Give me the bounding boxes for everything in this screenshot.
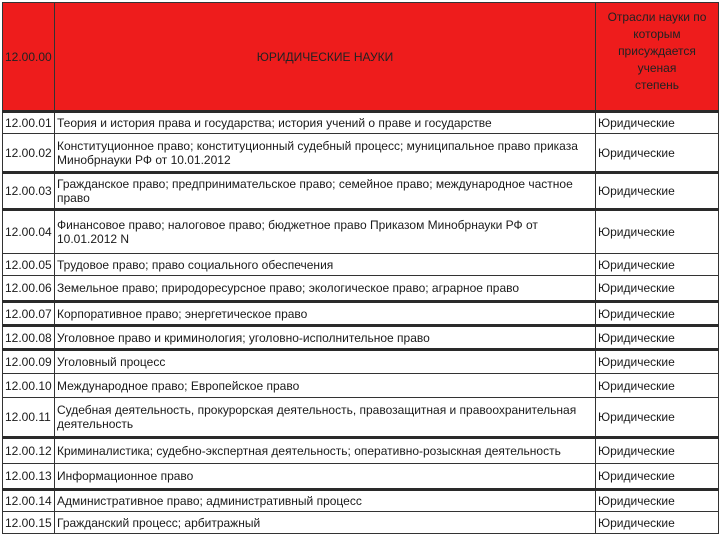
specialty-name: Криминалистика; судебно-экспертная деятельность; оперативно-розыскная деятельность (55, 438, 596, 464)
specialty-name: Уголовное право и криминология; уголовно-исполнительное право (55, 326, 596, 350)
specialty-code: 12.00.03 (3, 173, 55, 210)
specialty-name: Земельное право; природоресурсное право; экологическое право; аграрное право (55, 276, 596, 302)
header-branches-line: присуждается (618, 44, 696, 58)
specialty-code: 12.00.12 (3, 438, 55, 464)
header-branches-cell (596, 3, 719, 112)
specialty-name: Уголовный процесс (55, 350, 596, 374)
table-row (3, 254, 719, 276)
table-row (3, 398, 719, 438)
legal-sciences-table (2, 2, 719, 534)
specialty-name: Гражданское право; предпринимательское право; семейное право; международное частное право (55, 173, 596, 210)
science-branch: Юридические (596, 302, 719, 326)
science-branch: Юридические (596, 490, 719, 512)
science-branch: Юридические (596, 326, 719, 350)
header-code-cell: 12.00.00 (3, 3, 55, 112)
table-row (3, 374, 719, 398)
specialty-name: Конституционное право; конституционный судебный процесс; муниципальное право приказа Минобрнауки РФ от 10.01.2012 (55, 134, 596, 173)
specialty-code: 12.00.01 (3, 112, 55, 134)
specialty-code: 12.00.06 (3, 276, 55, 302)
specialty-code: 12.00.11 (3, 398, 55, 438)
table-row (3, 112, 719, 134)
table-row (3, 512, 719, 534)
table-row (3, 438, 719, 464)
science-branch: Юридические (596, 276, 719, 302)
header-branches-line: степень (634, 78, 680, 92)
table-row (3, 276, 719, 302)
specialty-code: 12.00.15 (3, 512, 55, 534)
header-title-cell: ЮРИДИЧЕСКИЕ НАУКИ (55, 3, 596, 112)
specialty-name: Гражданский процесс; арбитражный (55, 512, 596, 534)
table-row (3, 350, 719, 374)
header-branches-line: которым (633, 27, 681, 41)
specialty-name: Судебная деятельность, прокурорская деятельность, правозащитная и правоохранительная деятельность (55, 398, 596, 438)
science-branch: Юридические (596, 254, 719, 276)
specialty-name: Теория и история права и государства; история учений о праве и государстве (55, 112, 596, 134)
specialty-code: 12.00.09 (3, 350, 55, 374)
specialty-name: Международное право; Европейское право (55, 374, 596, 398)
specialty-code: 12.00.14 (3, 490, 55, 512)
specialty-code: 12.00.10 (3, 374, 55, 398)
science-branch: Юридические (596, 374, 719, 398)
sciences-table-container (2, 2, 718, 534)
science-branch: Юридические (596, 438, 719, 464)
science-branch: Юридические (596, 464, 719, 490)
specialty-code: 12.00.13 (3, 464, 55, 490)
science-branch: Юридические (596, 134, 719, 173)
specialty-code: 12.00.07 (3, 302, 55, 326)
specialty-name: Информационное право (55, 464, 596, 490)
science-branch: Юридические (596, 398, 719, 438)
specialty-name: Административное право; административный процесс (55, 490, 596, 512)
table-row (3, 134, 719, 173)
table-row (3, 210, 719, 254)
table-row (3, 464, 719, 490)
specialty-code: 12.00.02 (3, 134, 55, 173)
specialty-name: Финансовое право; налоговое право; бюджетное право Приказом Минобрнауки РФ от 10.01.2012 N (55, 210, 596, 254)
header-branches-line: Отрасли науки по (607, 10, 707, 24)
table-row (3, 490, 719, 512)
specialty-name: Корпоративное право; энергетическое право (55, 302, 596, 326)
science-branch: Юридические (596, 350, 719, 374)
table-header-row (3, 3, 719, 112)
table-row (3, 326, 719, 350)
science-branch: Юридические (596, 112, 719, 134)
specialty-code: 12.00.04 (3, 210, 55, 254)
specialty-code: 12.00.08 (3, 326, 55, 350)
table-row (3, 173, 719, 210)
science-branch: Юридические (596, 512, 719, 534)
table-row (3, 302, 719, 326)
science-branch: Юридические (596, 173, 719, 210)
specialty-code: 12.00.05 (3, 254, 55, 276)
header-branches-line: ученая (637, 61, 677, 75)
science-branch: Юридические (596, 210, 719, 254)
specialty-name: Трудовое право; право социального обеспечения (55, 254, 596, 276)
